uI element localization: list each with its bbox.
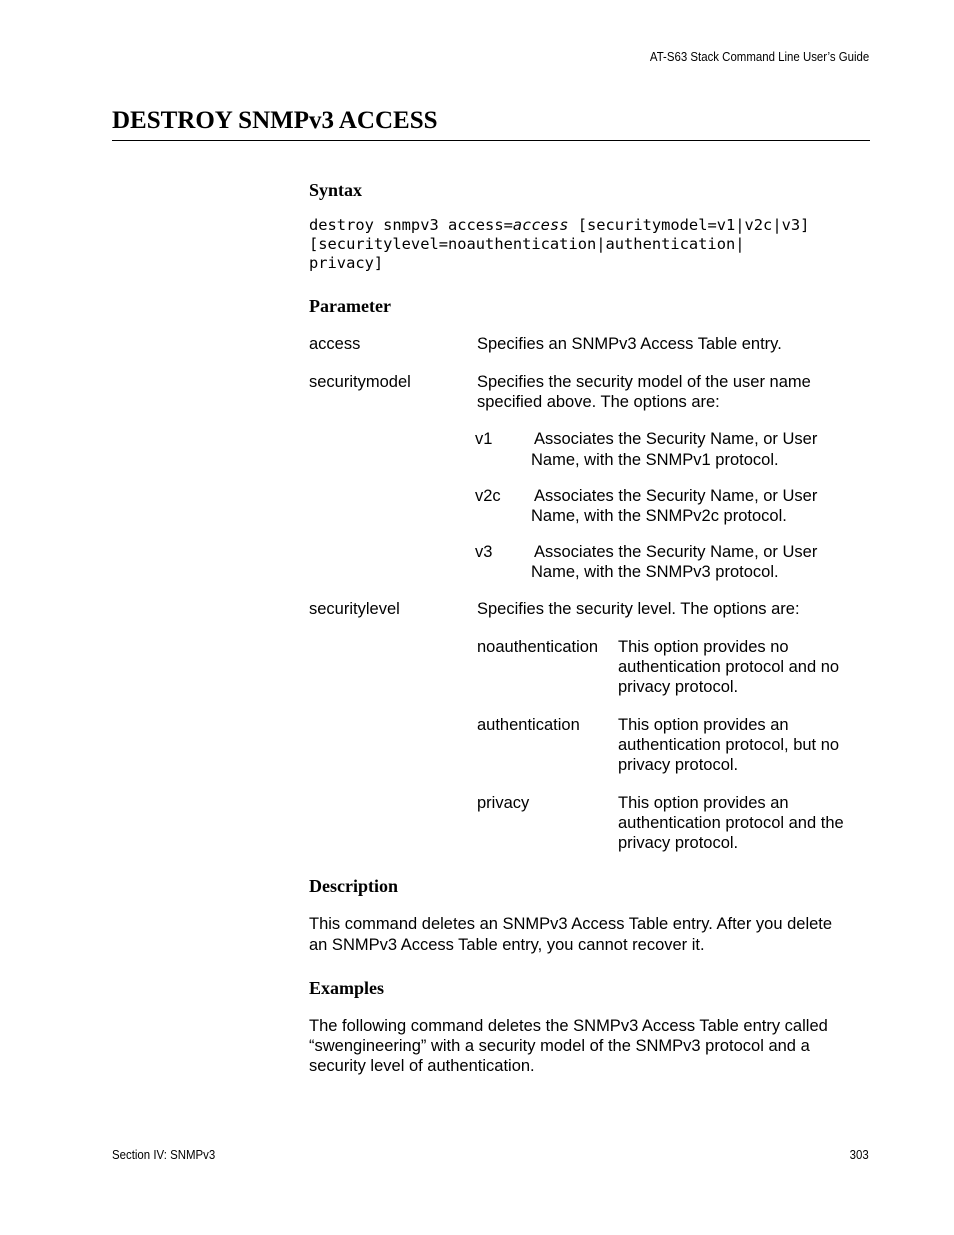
- syntax-line2: [securitylevel=noauthentication|authentication|: [309, 235, 745, 253]
- level-noauthentication-line2: authentication protocol and no: [618, 658, 840, 676]
- param-securitymodel-desc-line2: specified above. The options are:: [477, 393, 720, 411]
- level-noauthentication-line1: This option provides no: [618, 638, 789, 656]
- syntax-line3: privacy]: [309, 254, 384, 272]
- param-securitymodel-name: securitymodel: [309, 373, 411, 391]
- examples-line2: “swengineering” with a security model of the SNMPv3 protocol and a: [309, 1037, 810, 1055]
- syntax-heading: Syntax: [309, 180, 363, 200]
- param-securitylevel-name: securitylevel: [309, 600, 400, 618]
- option-v1-desc-line1: Associates the Security Name, or User: [534, 430, 818, 448]
- footer-page-number: 303: [849, 1147, 869, 1162]
- page-title: DESTROY SNMPv3 ACCESS: [112, 107, 438, 134]
- level-authentication-line2: authentication protocol, but no: [618, 736, 840, 754]
- option-v1-desc-line2: Name, with the SNMPv1 protocol.: [531, 451, 779, 469]
- level-privacy-line3: privacy protocol.: [618, 834, 739, 852]
- param-access-name: access: [309, 335, 361, 353]
- syntax-line1-prefix: destroy snmpv3 access=: [309, 216, 513, 234]
- option-v2c-name: v2c: [475, 487, 501, 505]
- param-access-desc: Specifies an SNMPv3 Access Table entry.: [477, 335, 782, 353]
- level-authentication-line1: This option provides an: [618, 716, 789, 734]
- title-rule: [112, 140, 870, 141]
- option-v2c-desc-line1: Associates the Security Name, or User: [534, 487, 818, 505]
- level-authentication-line3: privacy protocol.: [618, 756, 739, 774]
- param-securitymodel-desc-line1: Specifies the security model of the user name: [477, 373, 811, 391]
- level-noauthentication-line3: privacy protocol.: [618, 678, 739, 696]
- level-authentication-name: authentication: [477, 716, 580, 734]
- parameter-heading: Parameter: [309, 296, 391, 316]
- footer-section: Section IV: SNMPv3: [112, 1147, 216, 1162]
- syntax-line1-arg: access: [512, 216, 569, 234]
- option-v3-name: v3: [475, 543, 493, 561]
- description-heading: Description: [309, 876, 398, 896]
- level-noauthentication-name: noauthentication: [477, 638, 599, 656]
- level-privacy-line2: authentication protocol and the: [618, 814, 844, 832]
- option-v1-name: v1: [475, 430, 493, 448]
- option-v3-desc-line1: Associates the Security Name, or User: [534, 543, 818, 561]
- level-privacy-name: privacy: [477, 794, 530, 812]
- examples-line3: security level of authentication.: [309, 1057, 535, 1075]
- running-header: AT-S63 Stack Command Line User’s Guide: [649, 49, 869, 64]
- syntax-code: [309, 216, 809, 273]
- option-v2c-desc-line2: Name, with the SNMPv2c protocol.: [531, 507, 787, 525]
- examples-heading: Examples: [309, 978, 385, 998]
- level-privacy-line1: This option provides an: [618, 794, 789, 812]
- description-line2: an SNMPv3 Access Table entry, you cannot recover it.: [309, 936, 705, 954]
- examples-line1: The following command deletes the SNMPv3 Access Table entry called: [309, 1017, 828, 1035]
- option-v3-desc-line2: Name, with the SNMPv3 protocol.: [531, 563, 779, 581]
- description-line1: This command deletes an SNMPv3 Access Table entry. After you delete: [309, 915, 833, 933]
- param-securitylevel-desc: Specifies the security level. The options are:: [477, 600, 800, 618]
- syntax-line1-suffix: [securitymodel=v1|v2c|v3]: [568, 216, 810, 234]
